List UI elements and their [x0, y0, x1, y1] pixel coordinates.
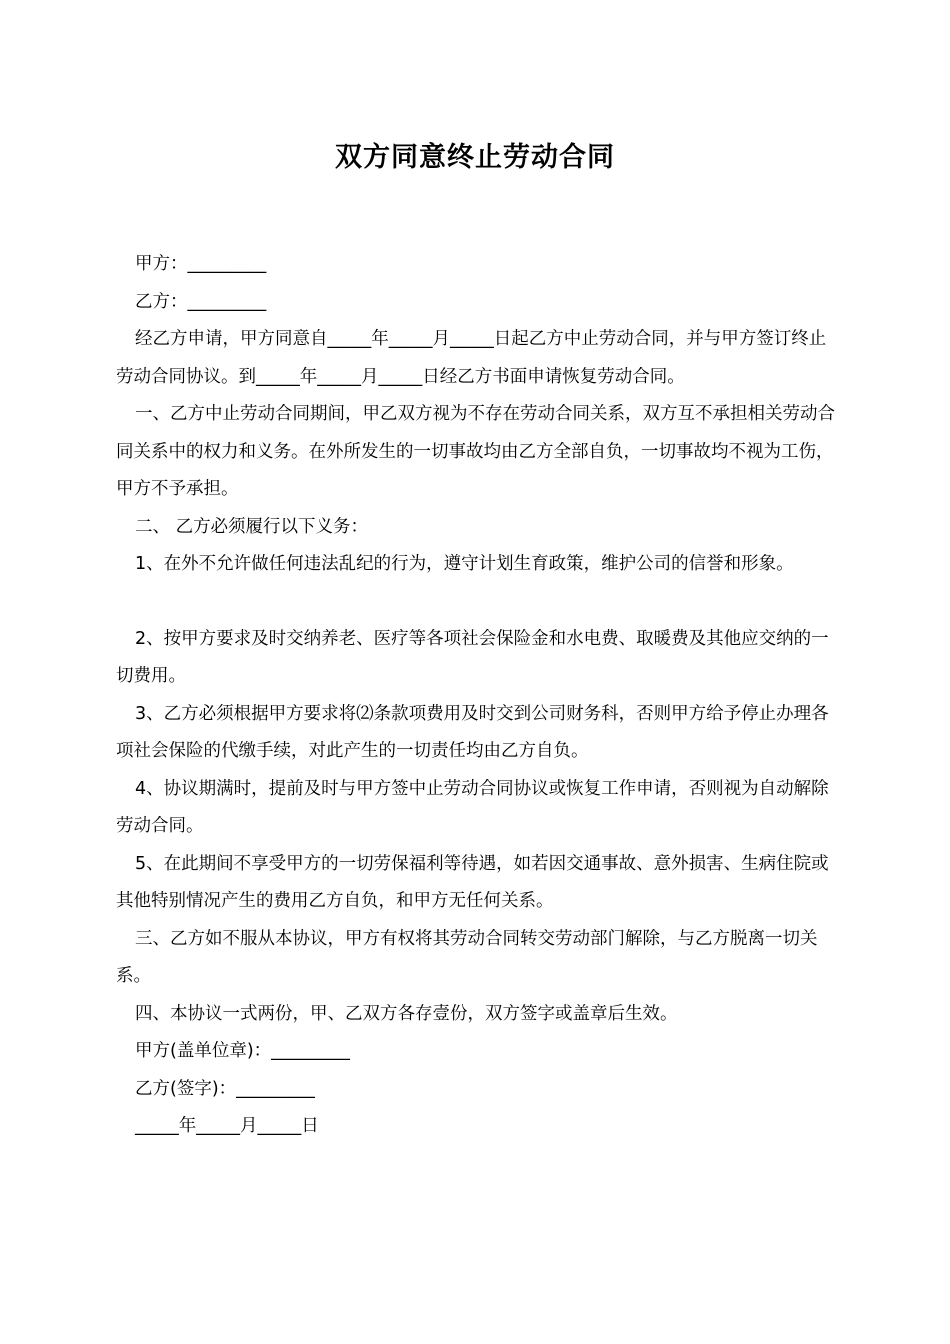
party-a-line: 甲方：_________ — [135, 254, 267, 274]
document-body — [116, 246, 838, 1146]
party-b-line: 乙方：_________ — [135, 291, 267, 312]
signature-party-b: 乙方(签字)：_________ — [135, 1078, 315, 1099]
signature-party-a: 甲方(盖单位章)：_________ — [135, 1041, 350, 1061]
obligation-item: 1、在外不允许做任何违法乱纪的行为，遵守计划生育政策，维护公司的信誉和形象。 — [135, 554, 794, 574]
document-title: 双方同意终止劳动合同 — [335, 142, 615, 173]
obligation-item: 3、乙方必须根据甲方要求将⑵条款项费用及时交到公司财务科，否则甲方给予停止办理各项社会保险的代缴手续，对此产生的一切责任均由乙方自负。 — [116, 703, 829, 761]
obligation-item: 4、协议期满时，提前及时与甲方签中止劳动合同协议或恢复工作申请，否则视为自动解除劳动合同。 — [116, 778, 829, 836]
clause-3: 三、乙方如不服从本协议，甲方有权将其劳动合同转交劳动部门解除，与乙方脱离一切关系。 — [116, 928, 818, 986]
obligation-item: 2、按甲方要求及时交纳养老、医疗等各项社会保险金和水电费、取暖费及其他应交纳的一切费用。 — [116, 628, 829, 686]
obligation-item: 5、在此期间不享受甲方的一切劳保福利等待遇，如若因交通事故、意外损害、生病住院或其他特别情况产生的费用乙方自负，和甲方无任何关系。 — [116, 853, 829, 911]
signature-date: _____年_____月_____日 — [135, 1116, 319, 1136]
clause-2-heading: 二、 乙方必须履行以下义务： — [135, 516, 369, 537]
clause-1: 一、乙方中止劳动合同期间，甲乙双方视为不存在劳动合同关系，双方互不承担相关劳动合同关系中的权力和义务。在外所发生的一切事故均由乙方全部自负，一切事故均不视为工伤，甲方不予承担。 — [116, 404, 835, 499]
clause-4: 四、本协议一式两份，甲、乙双方各存壹份，双方签字或盖章后生效。 — [135, 1003, 678, 1024]
intro-paragraph: 经乙方申请，甲方同意自_____年_____月_____日起乙方中止劳动合同，并与甲方签订终止劳动合同协议。到_____年_____月_____日经乙方书面申请恢复劳动合同。 — [116, 329, 827, 387]
